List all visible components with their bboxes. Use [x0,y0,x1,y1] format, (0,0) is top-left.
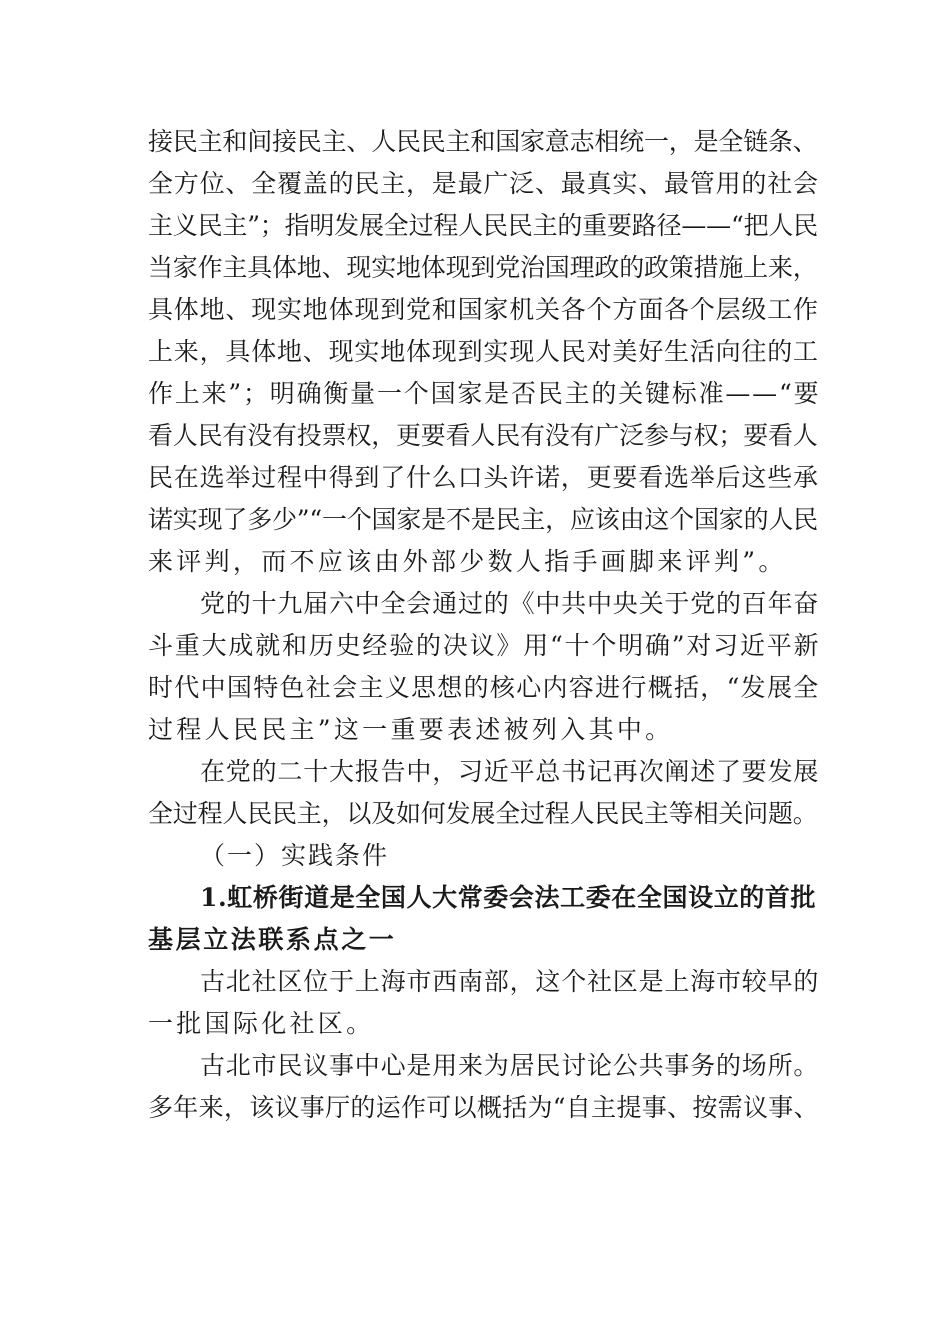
subsection-heading: 基层立法联系点之一 [148,925,397,954]
section-heading: （一）实践条件 [200,841,390,870]
paragraph-line: 当家作主具体地、现实地体现到党治国理政的政策措施上来， [148,253,818,282]
paragraph-line: 党的十九届六中全会通过的《中共中央关于党的百年奋 [200,589,820,618]
paragraph-line: 全过程人民民主，以及如何发展全过程人民民主等相关问题。 [148,799,818,828]
paragraph-line: 古北市民议事中心是用来为居民讨论公共事务的场所。 [200,1051,820,1080]
paragraph-line: 主义民主”；指明发展全过程人民民主的重要路径——“把人民 [148,211,818,240]
paragraph-line: 古北社区位于上海市西南部，这个社区是上海市较早的 [200,967,820,996]
paragraph-line: 一批国际化社区。 [148,1009,375,1038]
paragraph-line: 全方位、全覆盖的民主，是最广泛、最真实、最管用的社会 [148,169,819,198]
paragraph-line: 斗重大成就和历史经验的决议》用“十个明确”对习近平新 [148,631,821,660]
paragraph-line: 多年来，该议事厅的运作可以概括为“自主提事、按需议事、 [148,1093,819,1122]
paragraph-line: 具体地、现实地体现到党和国家机关各个方面各个层级工作 [148,295,819,324]
paragraph-line: 来评判，而不应该由外部少数人指手画脚来评判”。 [148,547,787,576]
paragraph-line: 时代中国特色社会主义思想的核心内容进行概括，“发展全 [148,673,820,702]
paragraph-line: 过程人民民主”这一重要表述被列入其中。 [148,715,674,744]
paragraph-line: 诺实现了多少”“一个国家是不是民主，应该由这个国家的人民 [148,505,818,534]
paragraph-line: 上来，具体地、现实地体现到实现人民对美好生活向往的工 [148,337,819,366]
subsection-heading: 1.虹桥街道是全国人大常委会法工委在全国设立的首批 [200,883,817,912]
paragraph-line: 作上来”；明确衡量一个国家是否民主的关键标准——“要 [148,379,821,408]
paragraph-line: 接民主和间接民主、人民民主和国家意志相统一，是全链条、 [148,127,818,156]
paragraph-line: 看人民有没有投票权，更要看人民有没有广泛参与权；要看人 [148,421,818,450]
paragraph-line: 在党的二十大报告中，习近平总书记再次阐述了要发展 [200,757,820,786]
paragraph-line: 民在选举过程中得到了什么口头许诺，更要看选举后这些承 [148,463,819,492]
